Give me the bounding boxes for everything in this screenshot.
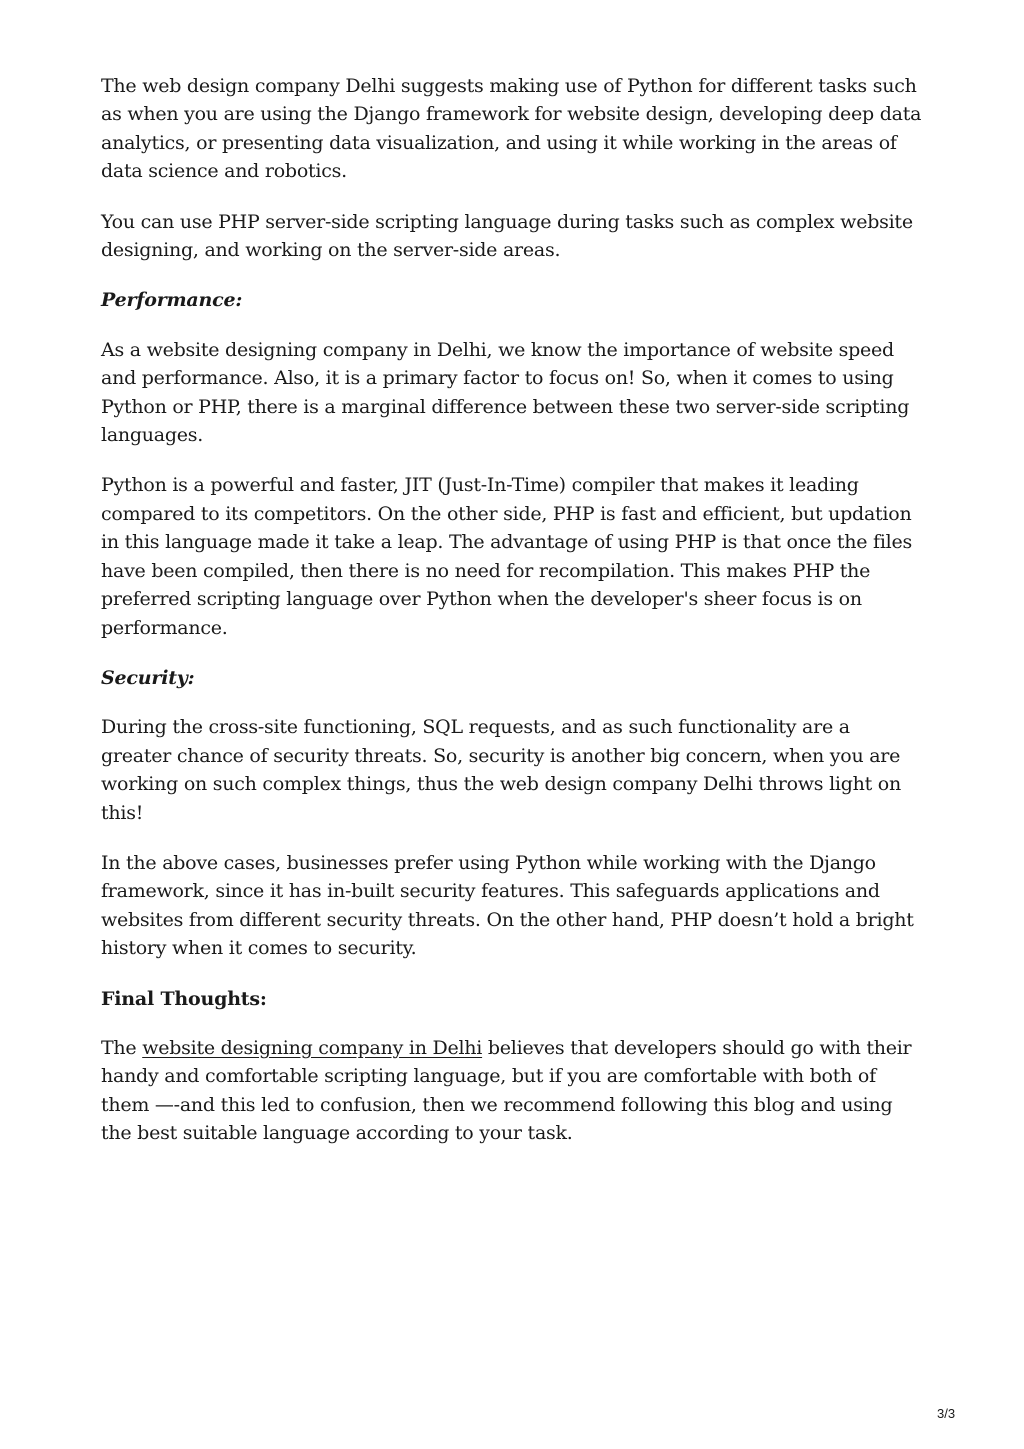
section-heading-security: Security:: [101, 666, 195, 689]
paragraph-text-start: The: [101, 1036, 143, 1059]
paragraph: In the above cases, businesses prefer using Python while working with the Django framework, since it has in-built security features. This safeguards applications and websites from different security threats. On the other hand, PHP doesn’t hold a bright history when it comes to security.: [101, 851, 914, 960]
paragraph-final: [101, 1034, 923, 1148]
paragraph: You can use PHP server-side scripting language during tasks such as complex website designing, and working on the server-side areas.: [101, 210, 913, 262]
paragraph: As a website designing company in Delhi, we know the importance of website speed and performance. Also, it is a primary factor to focus on! So, when it comes to using Python or PHP, there is a marginal difference between these two server-side scripting languages.: [101, 338, 910, 447]
section-heading-final-thoughts: Final Thoughts:: [101, 987, 267, 1010]
paragraph: Python is a powerful and faster, JIT (Just-In-Time) compiler that makes it leading compared to its competitors. On the other side, PHP is fast and efficient, but updation in this language made it take a leap. The advantage of using PHP is that once the files have been compiled, then there is no need for recompilation. This makes PHP the preferred scripting language over Python when the developer's sheer focus is on performance.: [101, 474, 912, 639]
section-heading-performance: Performance:: [101, 289, 243, 312]
page-number: 3/3: [937, 1406, 956, 1421]
paragraph: During the cross-site functioning, SQL requests, and as such functionality are a greater chance of security threats. So, security is another big concern, when you are working on such complex things, thus the web design company Delhi throws light on this!: [101, 716, 901, 824]
document-body: [101, 72, 923, 1170]
paragraph-text-end: believes that developers should go with their handy and comfortable scripting language, but if you are comfortable with both of them —-and this led to confusion, then we recommend following this blog and using the best suitable language according to your task.: [101, 1036, 912, 1145]
paragraph: The web design company Delhi suggests making use of Python for different tasks such as when you are using the Django framework for website design, developing deep data analytics, or presenting data visualization, and using it while working in the areas of data science and robotics.: [101, 75, 922, 183]
website-designing-company-link[interactable]: website designing company in Delhi: [142, 1036, 483, 1059]
